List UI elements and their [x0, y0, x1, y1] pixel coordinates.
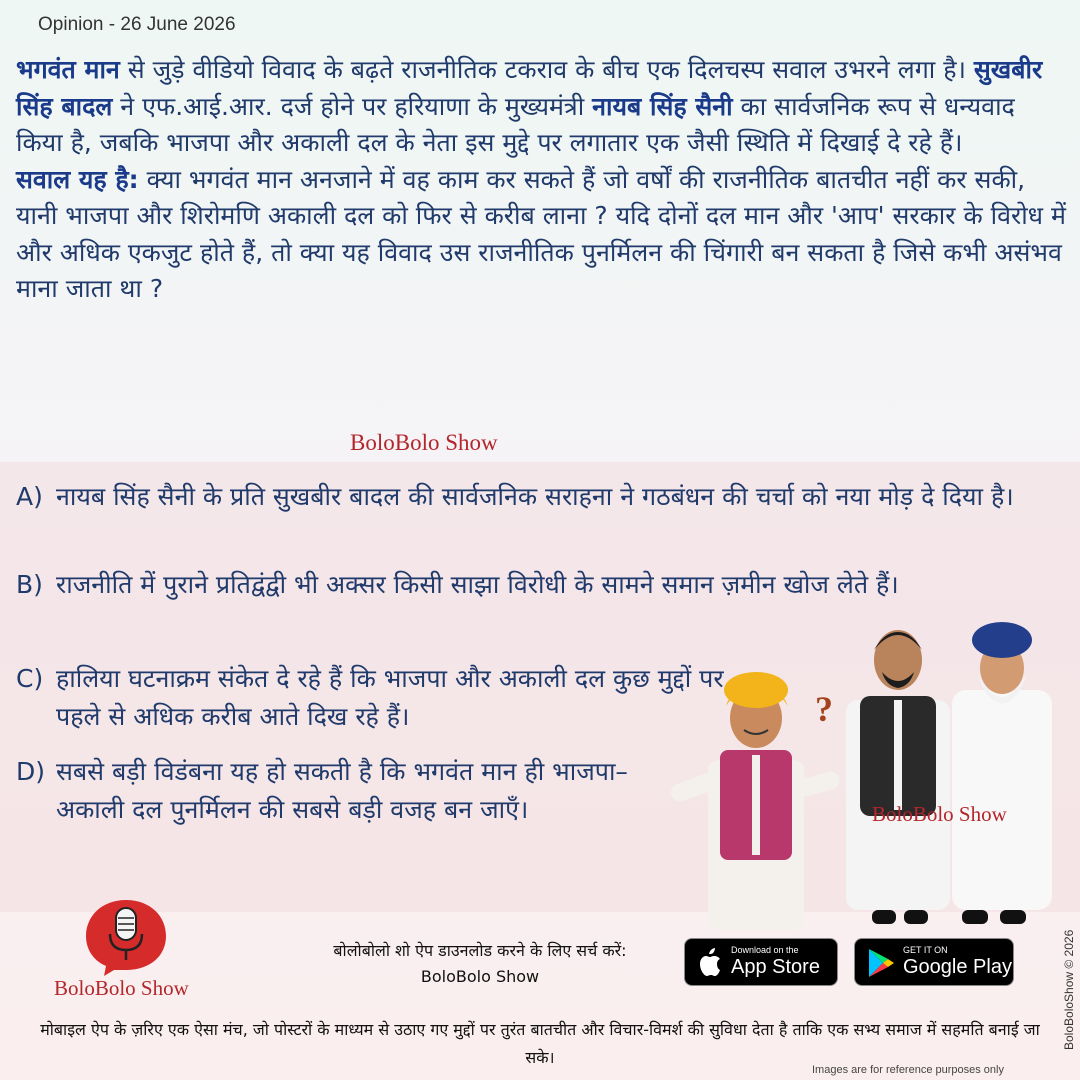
option-text: हालिया घटनाक्रम संकेत दे रहे हैं कि भाजपा और अकाली दल कुछ मुद्दों पर पहले से अधिक करीब आते दिख रहे हैं।	[56, 664, 724, 731]
intro-text-1: से जुड़े वीडियो विवाद के बढ़ते राजनीतिक टकराव के बीच एक दिलचस्प सवाल उभरने लगा है।	[119, 55, 974, 84]
copyright-vertical: BoloBoloShow © 2026	[1062, 929, 1076, 1050]
question-heading: सवाल यह है:	[16, 164, 139, 194]
intro-paragraph	[16, 52, 1066, 308]
name-bhagwant-mann: भगवंत मान	[16, 55, 120, 84]
googleplay-small-label: GET IT ON	[903, 945, 948, 955]
option-text: सबसे बड़ी विडंबना यह हो सकती है कि भगवंत मान ही भाजपा–अकाली दल पुनर्मिलन की सबसे बड़ी वजह बन जाएँ।	[56, 757, 628, 824]
option-b	[16, 566, 1016, 604]
option-letter: C)	[16, 664, 44, 693]
post-date: Opinion - 26 June 2026	[38, 14, 236, 35]
image-disclaimer: Images are for reference purposes only	[812, 1064, 1004, 1076]
appstore-small-label: Download on the	[731, 945, 799, 955]
intro-text-2: ने एफ.आई.आर. दर्ज होने पर हरियाणा के मुख्यमंत्री	[112, 91, 593, 121]
option-a	[16, 478, 1066, 516]
option-text: नायब सिंह सैनी के प्रति सुखबीर बादल की सार्वजनिक सराहना ने गठबंधन की चर्चा को नया मोड़ दे दिया है।	[56, 482, 1014, 511]
question-mark-icon: ?	[815, 689, 833, 729]
person-black-vest	[846, 630, 950, 924]
googleplay-big-label: Google Play	[903, 956, 1012, 978]
google-play-icon	[867, 948, 895, 978]
option-letter: A)	[16, 482, 43, 511]
logo-brand-text: BoloBolo Show	[54, 976, 189, 1000]
download-line-2: BoloBolo Show	[420, 967, 540, 986]
app-store-button[interactable]	[684, 938, 838, 986]
intro-text-3: का सार्वजनिक रूप से धन्यवाद किया है, जबकि भाजपा और अकाली दल के नेता इस मुद्दे पर लगातार एक जैसी स्थिति में दिखाई दे रहे हैं।	[16, 91, 1015, 157]
apple-icon	[697, 948, 723, 978]
option-letter: B)	[16, 570, 43, 599]
google-play-button[interactable]	[854, 938, 1014, 986]
brand-watermark-illustration: BoloBolo Show	[872, 802, 1007, 826]
microphone-logo-icon	[76, 896, 176, 976]
option-text: राजनीति में पुराने प्रतिद्वंद्वी भी अक्सर किसी साझा विरोधी के सामने समान ज़मीन खोज लेते हैं।	[56, 570, 899, 599]
option-c	[16, 660, 726, 736]
app-tagline: मोबाइल ऐप के ज़रिए एक ऐसा मंच, जो पोस्टरों के माध्यम से उठाए गए मुद्दों पर तुरंत बातचीत और विचार-विमर्श की सुविधा देता है ताकि एक सभ्य समाज में सहमति बनाई जा सके।	[40, 1020, 1040, 1067]
option-d	[16, 753, 676, 829]
appstore-big-label: App Store	[731, 956, 820, 978]
download-instructions	[290, 938, 670, 990]
person-blue-turban	[952, 622, 1052, 924]
name-sukhbir-badal: सुखबीर सिंह बादल	[16, 55, 1043, 121]
option-letter: D)	[16, 757, 46, 786]
download-line-1: बोलोबोलो शो ऐप डाउनलोड करने के लिए सर्च करें:	[333, 941, 627, 960]
question-text: क्या भगवंत मान अनजाने में वह काम कर सकते हैं जो वर्षों की राजनीतिक बातचीत नहीं कर सकी, यानी भाजपा और शिरोमणि अकाली दल को फिर से करीब लाना ? यदि दोनों दल मान और 'आप' सरकार के विरोध में और अधिक एकजुट होते हैं, तो क्या यह विवाद उस राजनीतिक पुनर्मिलन की चिंगारी बन सकता है जिसे कभी असंभव माना जाता था ?	[16, 164, 1066, 303]
name-nayab-saini: नायब सिंह सैनी	[592, 91, 733, 121]
politicians-illustration	[660, 610, 1060, 940]
brand-watermark: BoloBolo Show	[350, 430, 498, 455]
